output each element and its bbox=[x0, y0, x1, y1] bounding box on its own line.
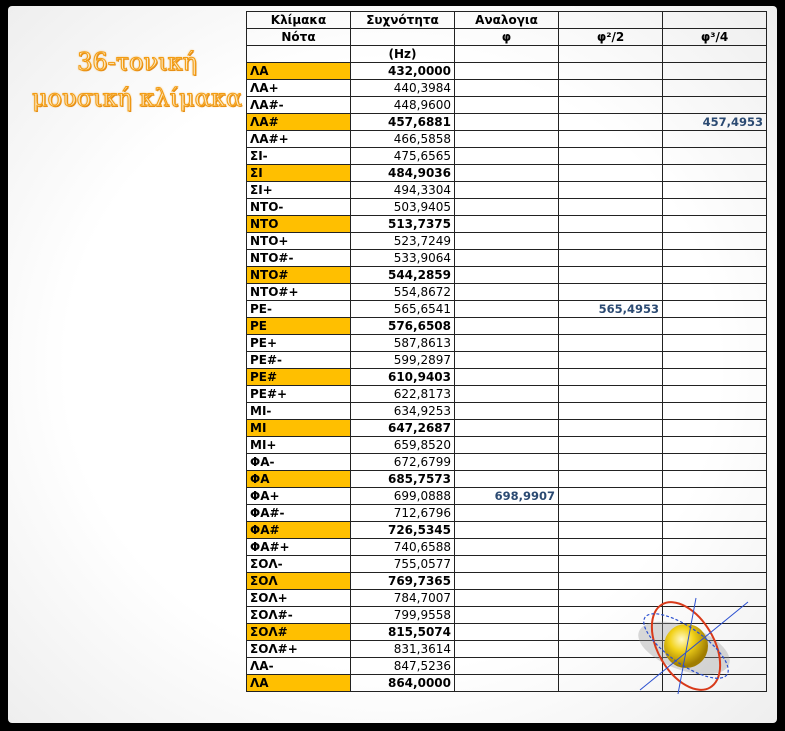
empty-cell bbox=[559, 437, 663, 454]
frequency-cell: 647,2687 bbox=[351, 420, 455, 437]
note-cell: ΝΤΟ#- bbox=[247, 250, 351, 267]
empty-cell bbox=[663, 369, 767, 386]
empty-cell bbox=[455, 454, 559, 471]
note-cell: ΣΟΛ+ bbox=[247, 590, 351, 607]
empty-cell bbox=[663, 403, 767, 420]
frequency-cell: 587,8613 bbox=[351, 335, 455, 352]
empty-cell bbox=[455, 386, 559, 403]
title-line-1: 36-τονική bbox=[77, 48, 197, 76]
empty-cell bbox=[663, 573, 767, 590]
empty-cell bbox=[455, 267, 559, 284]
table-row bbox=[247, 250, 767, 267]
note-cell: ΡΕ+ bbox=[247, 335, 351, 352]
table-row bbox=[247, 233, 767, 250]
header-cell: Κλίμακα bbox=[247, 12, 351, 29]
frequency-cell: 847,5236 bbox=[351, 658, 455, 675]
frequency-cell: 610,9403 bbox=[351, 369, 455, 386]
frequency-cell: 440,3984 bbox=[351, 80, 455, 97]
empty-cell bbox=[559, 488, 663, 505]
header-cell: φ bbox=[455, 29, 559, 46]
empty-cell bbox=[559, 267, 663, 284]
empty-cell bbox=[663, 80, 767, 97]
empty-cell bbox=[455, 80, 559, 97]
note-cell: ΡΕ- bbox=[247, 301, 351, 318]
scale-table bbox=[246, 11, 767, 692]
note-cell: ΛΑ bbox=[247, 675, 351, 692]
empty-cell bbox=[455, 97, 559, 114]
table-row bbox=[247, 335, 767, 352]
empty-cell bbox=[455, 335, 559, 352]
note-cell: ΡΕ#+ bbox=[247, 386, 351, 403]
table-row bbox=[247, 352, 767, 369]
empty-cell bbox=[559, 573, 663, 590]
empty-cell bbox=[559, 216, 663, 233]
empty-cell bbox=[455, 675, 559, 692]
empty-cell bbox=[455, 471, 559, 488]
empty-cell bbox=[455, 233, 559, 250]
empty-cell bbox=[455, 590, 559, 607]
empty-cell bbox=[455, 556, 559, 573]
empty-cell bbox=[559, 539, 663, 556]
table-row bbox=[247, 369, 767, 386]
frequency-cell: 672,6799 bbox=[351, 454, 455, 471]
note-cell: ΣΟΛ bbox=[247, 573, 351, 590]
table-row bbox=[247, 267, 767, 284]
ratio-cell: 698,9907 bbox=[455, 488, 559, 505]
empty-cell bbox=[663, 165, 767, 182]
table-row bbox=[247, 403, 767, 420]
empty-cell bbox=[559, 454, 663, 471]
table-row bbox=[247, 199, 767, 216]
frequency-cell: 484,9036 bbox=[351, 165, 455, 182]
frequency-cell: 726,5345 bbox=[351, 522, 455, 539]
table-row bbox=[247, 471, 767, 488]
page-title bbox=[22, 44, 252, 116]
empty-cell bbox=[455, 369, 559, 386]
note-cell: ΦΑ+ bbox=[247, 488, 351, 505]
header-cell: Νότα bbox=[247, 29, 351, 46]
empty-cell bbox=[559, 182, 663, 199]
ratio-cell: 457,4953 bbox=[663, 114, 767, 131]
note-cell: ΝΤΟ bbox=[247, 216, 351, 233]
frequency-cell: 740,6588 bbox=[351, 539, 455, 556]
note-cell: ΜΙ+ bbox=[247, 437, 351, 454]
note-cell: ΛΑ# bbox=[247, 114, 351, 131]
empty-cell bbox=[455, 182, 559, 199]
table-row bbox=[247, 284, 767, 301]
empty-cell bbox=[455, 199, 559, 216]
note-cell: ΦΑ bbox=[247, 471, 351, 488]
table-row bbox=[247, 318, 767, 335]
empty-cell bbox=[455, 658, 559, 675]
table-row bbox=[247, 505, 767, 522]
header-cell: Αναλογια bbox=[455, 12, 559, 29]
empty-cell bbox=[663, 233, 767, 250]
note-cell: ΦΑ#+ bbox=[247, 539, 351, 556]
frequency-cell: 864,0000 bbox=[351, 675, 455, 692]
frequency-cell: 565,6541 bbox=[351, 301, 455, 318]
empty-cell bbox=[559, 352, 663, 369]
note-cell: ΣΟΛ#+ bbox=[247, 641, 351, 658]
empty-cell bbox=[455, 420, 559, 437]
empty-cell bbox=[663, 199, 767, 216]
empty-cell bbox=[559, 165, 663, 182]
note-cell: ΛΑ- bbox=[247, 658, 351, 675]
empty-cell bbox=[455, 522, 559, 539]
header-cell bbox=[559, 12, 663, 29]
empty-cell bbox=[455, 250, 559, 267]
frequency-cell: 634,9253 bbox=[351, 403, 455, 420]
empty-cell bbox=[559, 250, 663, 267]
table-row bbox=[247, 131, 767, 148]
table-row bbox=[247, 301, 767, 318]
empty-cell bbox=[455, 403, 559, 420]
header-cell bbox=[559, 46, 663, 63]
empty-cell bbox=[455, 539, 559, 556]
title-line-2: μουσική κλίμακα bbox=[31, 84, 243, 112]
empty-cell bbox=[559, 114, 663, 131]
table-row bbox=[247, 182, 767, 199]
header-row bbox=[247, 46, 767, 63]
empty-cell bbox=[455, 216, 559, 233]
note-cell: ΛΑ+ bbox=[247, 80, 351, 97]
empty-cell bbox=[559, 318, 663, 335]
empty-cell bbox=[663, 335, 767, 352]
empty-cell bbox=[663, 352, 767, 369]
header-cell: Συχνότητα bbox=[351, 12, 455, 29]
table-row bbox=[247, 114, 767, 131]
note-cell: ΝΤΟ+ bbox=[247, 233, 351, 250]
table-row bbox=[247, 573, 767, 590]
note-cell: ΛΑ#+ bbox=[247, 131, 351, 148]
empty-cell bbox=[663, 505, 767, 522]
frequency-cell: 769,7365 bbox=[351, 573, 455, 590]
frequency-cell: 576,6508 bbox=[351, 318, 455, 335]
empty-cell bbox=[455, 352, 559, 369]
frequency-cell: 523,7249 bbox=[351, 233, 455, 250]
frequency-cell: 599,2897 bbox=[351, 352, 455, 369]
empty-cell bbox=[663, 267, 767, 284]
empty-cell bbox=[559, 284, 663, 301]
empty-cell bbox=[455, 165, 559, 182]
empty-cell bbox=[559, 131, 663, 148]
empty-cell bbox=[455, 148, 559, 165]
frequency-cell: 448,9600 bbox=[351, 97, 455, 114]
note-cell: ΣΙ bbox=[247, 165, 351, 182]
empty-cell bbox=[663, 420, 767, 437]
frequency-cell: 699,0888 bbox=[351, 488, 455, 505]
note-cell: ΣΟΛ# bbox=[247, 624, 351, 641]
frequency-cell: 457,6881 bbox=[351, 114, 455, 131]
note-cell: ΣΟΛ- bbox=[247, 556, 351, 573]
empty-cell bbox=[455, 131, 559, 148]
table-row bbox=[247, 165, 767, 182]
table-row bbox=[247, 97, 767, 114]
empty-cell bbox=[663, 182, 767, 199]
frequency-cell: 503,9405 bbox=[351, 199, 455, 216]
empty-cell bbox=[559, 471, 663, 488]
note-cell: ΣΙ- bbox=[247, 148, 351, 165]
header-row bbox=[247, 12, 767, 29]
frequency-cell: 466,5858 bbox=[351, 131, 455, 148]
empty-cell bbox=[559, 556, 663, 573]
table-row bbox=[247, 488, 767, 505]
note-cell: ΛΑ#- bbox=[247, 97, 351, 114]
empty-cell bbox=[455, 318, 559, 335]
table-row bbox=[247, 454, 767, 471]
note-cell: ΡΕ bbox=[247, 318, 351, 335]
table-row bbox=[247, 556, 767, 573]
table-row bbox=[247, 216, 767, 233]
empty-cell bbox=[559, 233, 663, 250]
frequency-cell: 712,6796 bbox=[351, 505, 455, 522]
empty-cell bbox=[559, 335, 663, 352]
empty-cell bbox=[663, 488, 767, 505]
header-cell: φ³/4 bbox=[663, 29, 767, 46]
empty-cell bbox=[559, 386, 663, 403]
empty-cell bbox=[663, 63, 767, 80]
frequency-cell: 432,0000 bbox=[351, 63, 455, 80]
empty-cell bbox=[559, 522, 663, 539]
header-cell bbox=[663, 46, 767, 63]
note-cell: ΜΙ- bbox=[247, 403, 351, 420]
empty-cell bbox=[663, 454, 767, 471]
empty-cell bbox=[559, 403, 663, 420]
empty-cell bbox=[455, 641, 559, 658]
note-cell: ΛΑ bbox=[247, 63, 351, 80]
empty-cell bbox=[663, 97, 767, 114]
table-row bbox=[247, 539, 767, 556]
frequency-cell: 815,5074 bbox=[351, 624, 455, 641]
frequency-cell: 799,9558 bbox=[351, 607, 455, 624]
page bbox=[8, 6, 777, 723]
frequency-cell: 685,7573 bbox=[351, 471, 455, 488]
empty-cell bbox=[455, 284, 559, 301]
empty-cell bbox=[455, 624, 559, 641]
table-row bbox=[247, 386, 767, 403]
frequency-cell: 475,6565 bbox=[351, 148, 455, 165]
header-row bbox=[247, 29, 767, 46]
header-cell bbox=[455, 46, 559, 63]
note-cell: ΝΤΟ- bbox=[247, 199, 351, 216]
empty-cell bbox=[663, 131, 767, 148]
empty-cell bbox=[663, 522, 767, 539]
frequency-cell: 494,3304 bbox=[351, 182, 455, 199]
empty-cell bbox=[559, 199, 663, 216]
header-cell bbox=[663, 12, 767, 29]
empty-cell bbox=[663, 250, 767, 267]
header-cell bbox=[351, 29, 455, 46]
ratio-cell: 565,4953 bbox=[559, 301, 663, 318]
frequency-cell: 544,2859 bbox=[351, 267, 455, 284]
frequency-cell: 831,3614 bbox=[351, 641, 455, 658]
table-row bbox=[247, 420, 767, 437]
header-cell bbox=[247, 46, 351, 63]
empty-cell bbox=[663, 318, 767, 335]
note-cell: ΝΤΟ#+ bbox=[247, 284, 351, 301]
empty-cell bbox=[663, 471, 767, 488]
empty-cell bbox=[559, 97, 663, 114]
empty-cell bbox=[455, 607, 559, 624]
empty-cell bbox=[455, 63, 559, 80]
header-cell: φ²/2 bbox=[559, 29, 663, 46]
empty-cell bbox=[455, 301, 559, 318]
empty-cell bbox=[663, 556, 767, 573]
note-cell: ΡΕ# bbox=[247, 369, 351, 386]
empty-cell bbox=[663, 216, 767, 233]
empty-cell bbox=[663, 148, 767, 165]
empty-cell bbox=[663, 386, 767, 403]
empty-cell bbox=[559, 80, 663, 97]
frequency-cell: 755,0577 bbox=[351, 556, 455, 573]
empty-cell bbox=[663, 301, 767, 318]
empty-cell bbox=[455, 573, 559, 590]
empty-cell bbox=[559, 63, 663, 80]
frequency-cell: 659,8520 bbox=[351, 437, 455, 454]
table-row bbox=[247, 148, 767, 165]
note-cell: ΣΟΛ#- bbox=[247, 607, 351, 624]
empty-cell bbox=[663, 437, 767, 454]
table-row bbox=[247, 522, 767, 539]
table-row bbox=[247, 437, 767, 454]
header-cell: (Hz) bbox=[351, 46, 455, 63]
empty-cell bbox=[663, 284, 767, 301]
empty-cell bbox=[559, 369, 663, 386]
empty-cell bbox=[663, 539, 767, 556]
note-cell: ΦΑ#- bbox=[247, 505, 351, 522]
empty-cell bbox=[559, 420, 663, 437]
note-cell: ΜΙ bbox=[247, 420, 351, 437]
note-cell: ΦΑ- bbox=[247, 454, 351, 471]
table-row bbox=[247, 80, 767, 97]
note-cell: ΦΑ# bbox=[247, 522, 351, 539]
empty-cell bbox=[455, 114, 559, 131]
empty-cell bbox=[559, 148, 663, 165]
frequency-cell: 513,7375 bbox=[351, 216, 455, 233]
empty-cell bbox=[455, 437, 559, 454]
note-cell: ΝΤΟ# bbox=[247, 267, 351, 284]
empty-cell bbox=[455, 505, 559, 522]
empty-cell bbox=[559, 505, 663, 522]
frequency-cell: 554,8672 bbox=[351, 284, 455, 301]
frequency-cell: 533,9064 bbox=[351, 250, 455, 267]
frequency-cell: 622,8173 bbox=[351, 386, 455, 403]
table-row bbox=[247, 63, 767, 80]
note-cell: ΡΕ#- bbox=[247, 352, 351, 369]
note-cell: ΣΙ+ bbox=[247, 182, 351, 199]
frequency-cell: 784,7007 bbox=[351, 590, 455, 607]
sphere-orbits-logo-icon bbox=[630, 596, 760, 696]
